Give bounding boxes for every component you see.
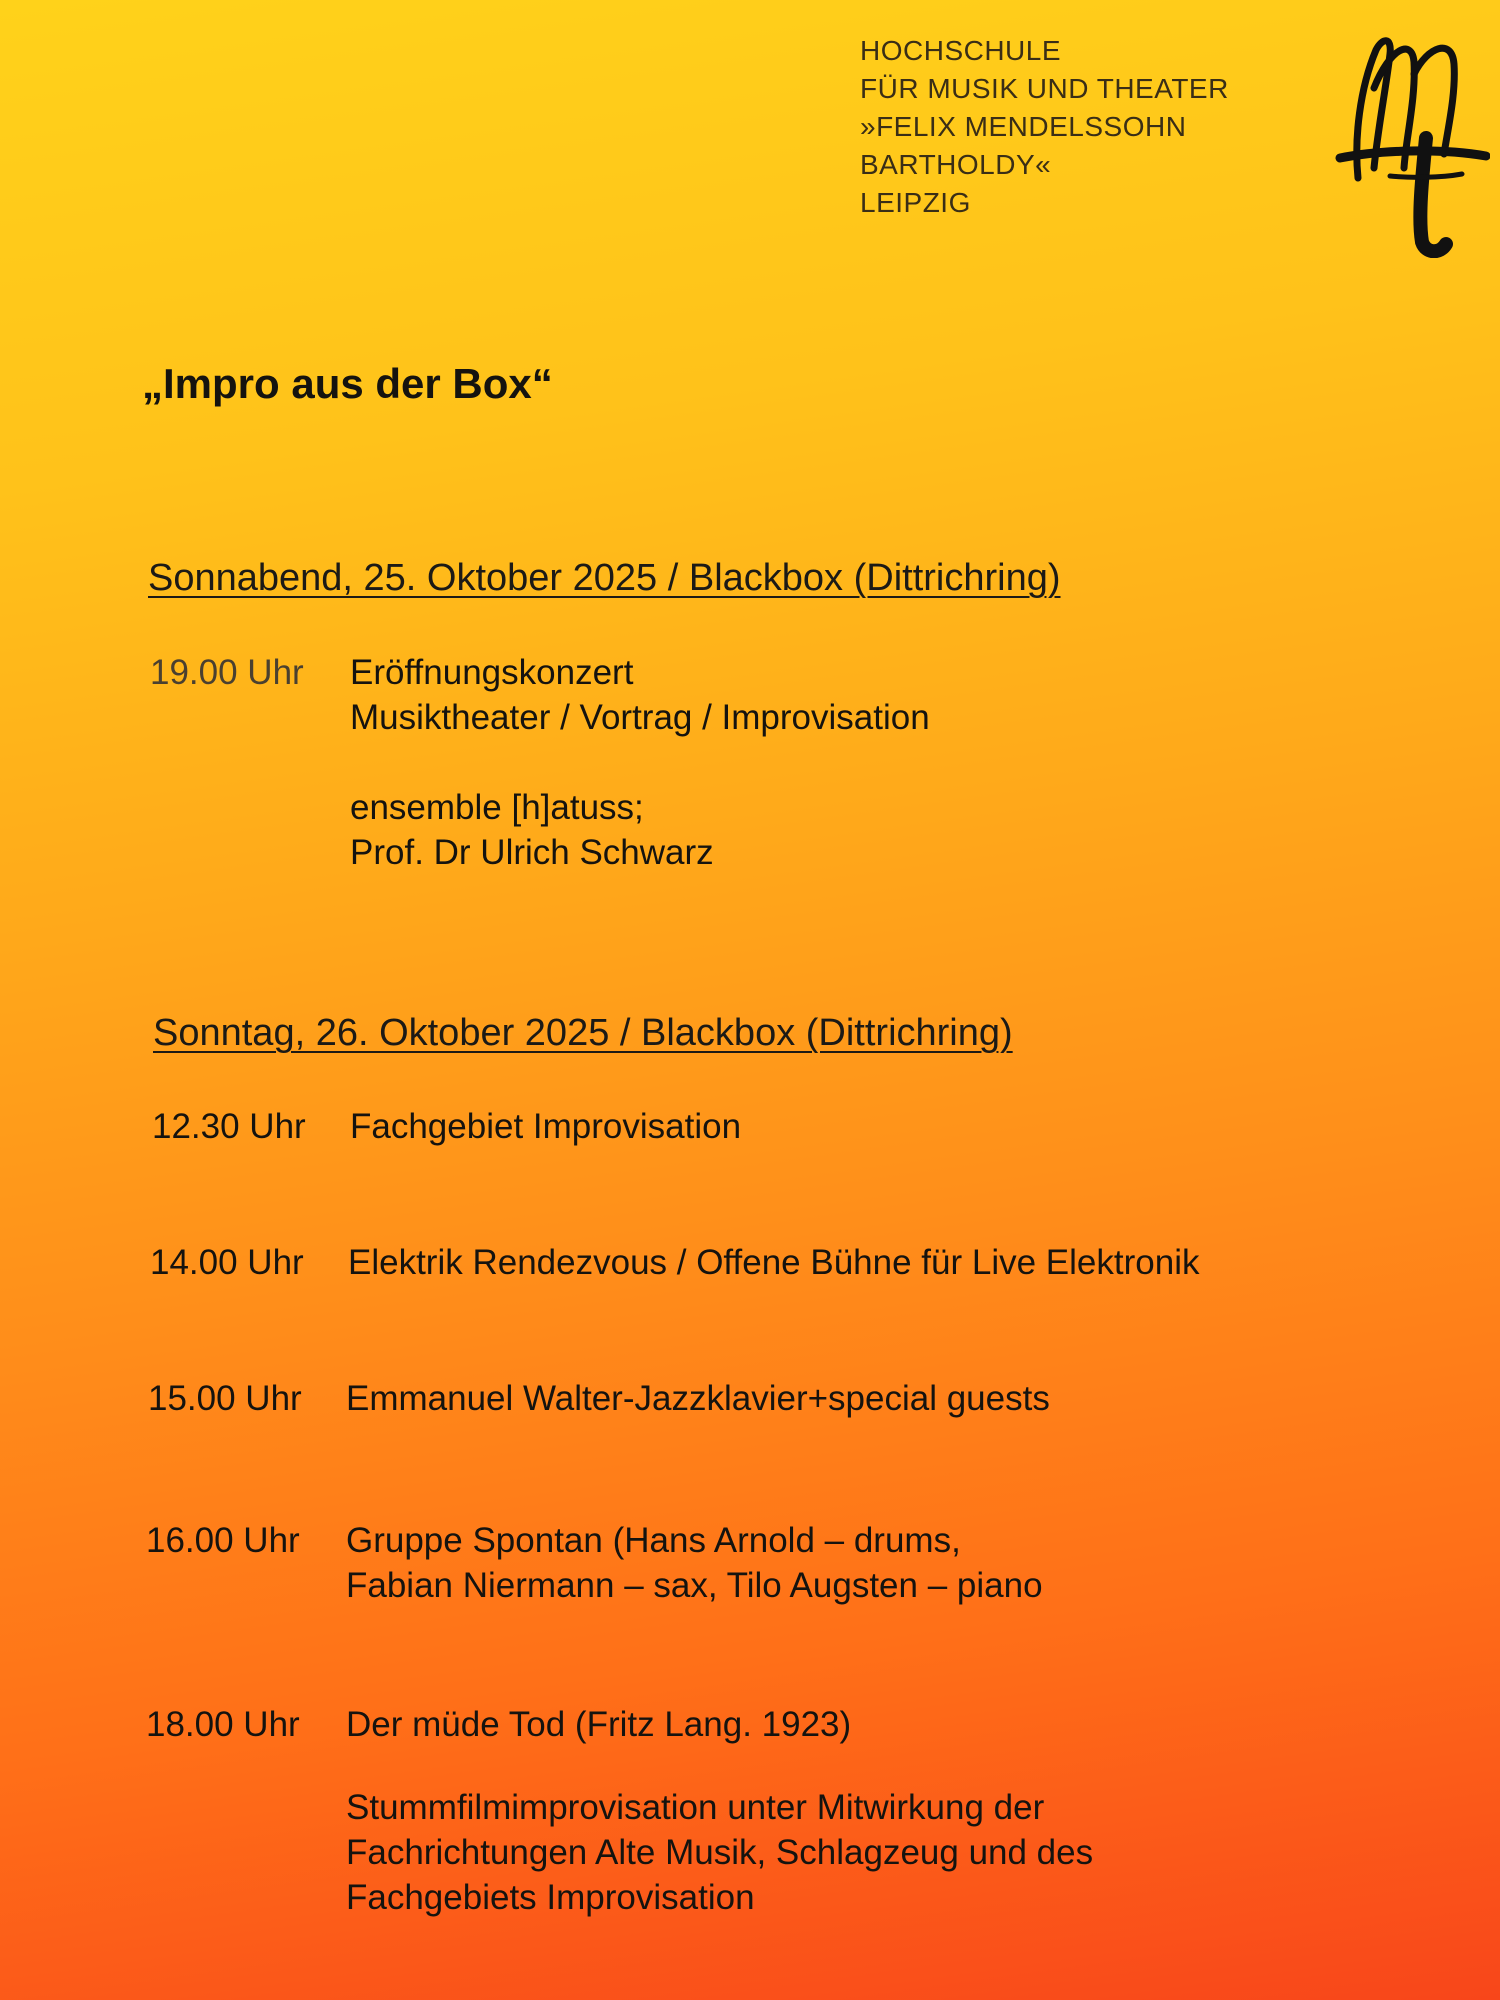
event-line: Stummfilmimprovisation unter Mitwirkung der xyxy=(346,1788,1045,1827)
institution-line: »FELIX MENDELSSOHN xyxy=(860,111,1187,142)
event-time: 14.00 Uhr xyxy=(150,1243,304,1282)
event-description xyxy=(350,650,930,875)
event-description xyxy=(346,1702,1093,1920)
event-title: „Impro aus der Box“ xyxy=(142,360,553,407)
event-line: Fachgebiet Improvisation xyxy=(350,1107,742,1146)
event-description xyxy=(346,1376,1050,1421)
institution-line: HOCHSCHULE xyxy=(860,35,1062,66)
event-line: Gruppe Spontan (Hans Arnold – drums, xyxy=(346,1521,961,1560)
event-time: 15.00 Uhr xyxy=(148,1379,302,1418)
event-time: 16.00 Uhr xyxy=(146,1521,300,1560)
event-line: Musiktheater / Vortrag / Improvisation xyxy=(350,698,930,737)
event-line: ensemble [h]atuss; xyxy=(350,788,644,827)
institution-line: LEIPZIG xyxy=(860,187,971,218)
institution-name xyxy=(860,32,1260,222)
event-time: 18.00 Uhr xyxy=(146,1705,300,1744)
event-description xyxy=(346,1518,1043,1608)
day-heading: Sonnabend, 25. Oktober 2025 / Blackbox (Dittrichring) xyxy=(148,557,1061,599)
institution-line: BARTHOLDY« xyxy=(860,149,1052,180)
event-line: Prof. Dr Ulrich Schwarz xyxy=(350,833,714,872)
event-description xyxy=(350,1104,741,1149)
event-line: Eröffnungskonzert xyxy=(350,653,634,692)
event-line: Der müde Tod (Fritz Lang. 1923) xyxy=(346,1705,852,1744)
event-line: Fabian Niermann – sax, Tilo Augsten – piano xyxy=(346,1566,1043,1605)
institution-line: FÜR MUSIK UND THEATER xyxy=(860,73,1229,104)
event-line: Emmanuel Walter-Jazzklavier+special guests xyxy=(346,1379,1050,1418)
mt-logo-icon xyxy=(1330,28,1490,258)
day-heading: Sonntag, 26. Oktober 2025 / Blackbox (Dittrichring) xyxy=(153,1012,1013,1054)
event-description xyxy=(348,1240,1199,1285)
event-line: Elektrik Rendezvous / Offene Bühne für Live Elektronik xyxy=(348,1243,1200,1282)
event-time: 12.30 Uhr xyxy=(152,1107,306,1146)
event-line: Fachrichtungen Alte Musik, Schlagzeug und des xyxy=(346,1833,1094,1872)
event-time: 19.00 Uhr xyxy=(150,653,304,692)
event-line: Fachgebiets Improvisation xyxy=(346,1878,755,1917)
